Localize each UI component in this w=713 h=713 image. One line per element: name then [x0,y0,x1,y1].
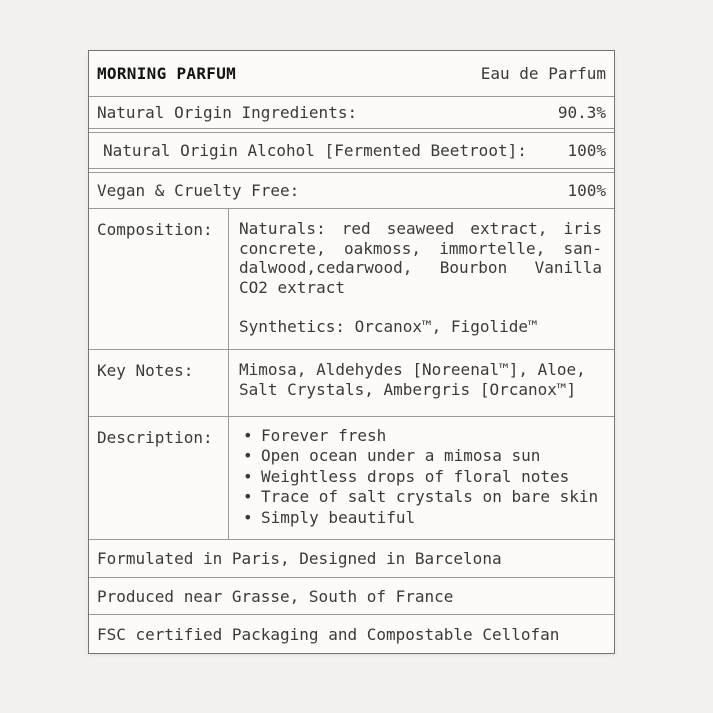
description-bullet-item [239,446,602,466]
composition-synthetics: Synthetics: Orcanox™, Figolide™ [239,317,538,336]
bullet-text: Open ocean under a mimosa sun [261,446,541,466]
stat-label: Natural Origin Ingredients: [97,103,358,122]
footer-text: Formulated in Paris, Designed in Barcelona [97,549,502,568]
description-bullet-item [239,508,602,528]
description-content [229,417,614,539]
bullet-icon: • [243,446,253,466]
bullet-text: Weightless drops of floral notes [261,466,570,486]
stat-row-vegan-cruelty-free [89,172,614,209]
bullet-text: Trace of salt crystals on bare skin [261,487,599,507]
composition-naturals: Naturals: red seaweed extract, iris concrete, oakmoss, immortelle, sandalwood,cedarwood, Bourbon Vanilla CO2 extract [239,219,602,297]
description-bullet-item [239,487,602,507]
bullet-icon: • [243,487,253,507]
footer-row-formulated [89,540,614,578]
bullet-text: Simply beautiful [261,507,416,527]
stat-value: 90.3% [557,103,606,122]
bullet-text: Forever fresh [261,426,387,445]
composition-content [229,209,614,349]
composition-row [89,209,614,350]
product-title: MORNING PARFUM [97,64,237,83]
description-bullet-item [239,467,602,487]
stat-value: 100% [567,181,606,200]
key-notes-text: Mimosa, Aldehydes [Noreenal™], Aloe, Salt Crystals, Ambergris [Orcanox™] [239,360,586,399]
footer-text: FSC certified Packaging and Compostable Cellofan [97,624,560,644]
product-subtitle: Eau de Parfum [480,64,606,83]
description-label: Description: [89,417,229,539]
key-notes-label: Key Notes: [89,350,229,416]
bullet-icon: • [243,466,253,486]
stat-label: Vegan & Cruelty Free: [97,181,300,200]
description-row [89,417,614,540]
description-bullet-item [239,426,602,446]
product-info-card [88,50,615,654]
stat-value: 100% [567,141,606,160]
footer-row-packaging [89,615,614,653]
key-notes-row [89,350,614,417]
footer-row-produced [89,578,614,615]
footer-text: Produced near Grasse, South of France [97,586,454,606]
stat-row-natural-origin-ingredients [89,97,614,129]
header-row [89,51,614,97]
composition-label: Composition: [89,209,229,349]
stat-label: Natural Origin Alcohol [Fermented Beetroot]: [103,141,527,160]
bullet-icon: • [243,507,253,527]
bullet-icon: • [243,426,253,445]
stat-row-natural-origin-alcohol [89,132,614,169]
